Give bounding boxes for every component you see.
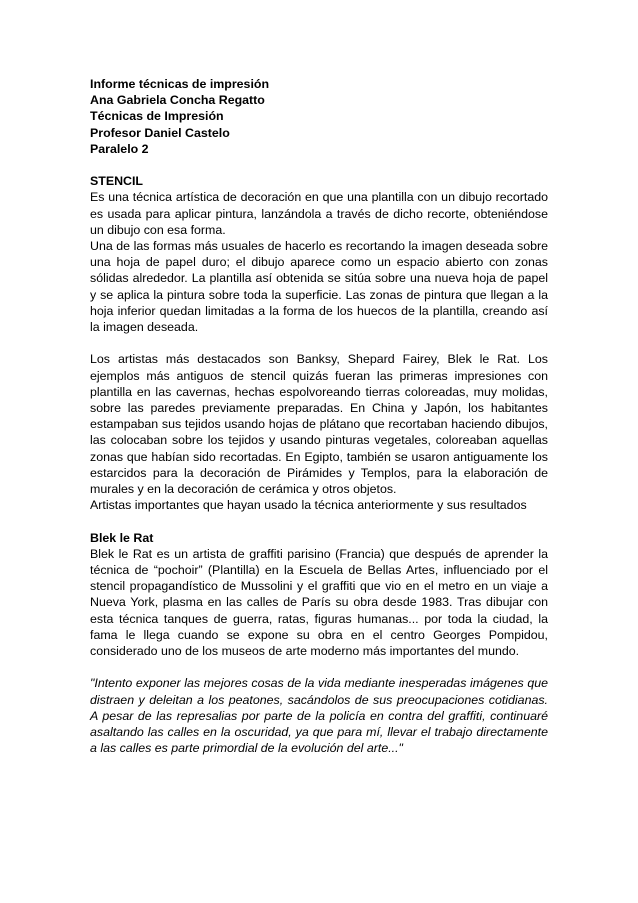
blek-paragraph-1: Blek le Rat es un artista de graffiti parisino (Francia) que después de aprender la técnica de “pochoir” (Plantilla) en la Escuela de Bellas Artes, influenciado por el stencil propagandístico de Mussolini y el graffiti que vio en el metro en un viaje a Nueva York, plasma en las calles de París su obra desde 1983. Tras dibujar con esta técnica tanques de guerra, ratas, figuras humanas... por toda la ciudad, la fama le llega cuando se expone su obra en el centro Georges Pompidou, considerado uno de los museos de arte moderno más importantes del mundo. [90,546,548,659]
spacer [90,335,548,351]
document-page [90,76,548,756]
stencil-section [90,173,548,513]
class-section: Paralelo 2 [90,141,149,156]
blek-heading: Blek le Rat [90,530,154,545]
spacer [90,157,548,173]
blek-quote: "Intento exponer las mejores cosas de la vida mediante inesperadas imágenes que distraen y deleitan a los peatones, sacándolos de sus preocupaciones cotidianas. A pesar de las represalias por parte de la policía en contra del graffiti, continuaré asaltando las calles en la oscuridad, ya que para mí, llevar el trabajo directamente a las calles es parte primordial de la evolución del arte..." [90,676,548,756]
stencil-paragraph-3: Los artistas más destacados son Banksy, Shepard Fairey, Blek le Rat. Los ejemplos más antiguos de stencil quizás fueran las primeras impresiones con plantilla en las cavernas, hechas espolvoreando tierras coloreadas, muy molidas, sobre las paredes previamente preparadas. En China y Japón, los habitantes estampaban sus tejidos usando hojas de plátano que recortaban haciendo dibujos, las colocaban sobre los tejidos y usando pinturas vegetales, coloreaban aquellas zonas que habían sido recortadas. En Egipto, también se usaron antiguamente los estarcidos para la decoración de Pirámides y Templos, para la elaboración de murales y en la decoración de cerámica y otros objetos. [90,352,548,497]
spacer [90,659,548,675]
stencil-paragraph-4: Artistas importantes que hayan usado la técnica anteriormente y sus resultados [90,498,527,513]
course-name: Técnicas de Impresión [90,109,224,124]
report-title: Informe técnicas de impresión [90,77,270,91]
stencil-paragraph-2: Una de las formas más usuales de hacerlo es recortando la imagen deseada sobre una hoja de papel duro; el dibujo aparece como un espacio abierto con zonas sólidas alrededor. La plantilla así obtenida se sitúa sobre una nueva hoja de papel y se aplica la pintura sobre toda la superficie. Las zonas de pintura que llegan a la hoja inferior quedan limitadas a la forma de los huecos de la plantilla, creando así la imagen deseada. [90,239,548,335]
stencil-heading: STENCIL [90,174,144,189]
author-name: Ana Gabriela Concha Regatto [90,93,265,108]
blek-section [90,530,548,757]
stencil-paragraph-1: Es una técnica artística de decoración en que una plantilla con un dibujo recortado es usada para aplicar pintura, lanzándola a través de dicho recorte, obteniéndose un dibujo con esa forma. [90,190,548,237]
spacer [90,513,548,529]
professor-name: Profesor Daniel Castelo [90,125,230,140]
report-header [90,76,548,157]
